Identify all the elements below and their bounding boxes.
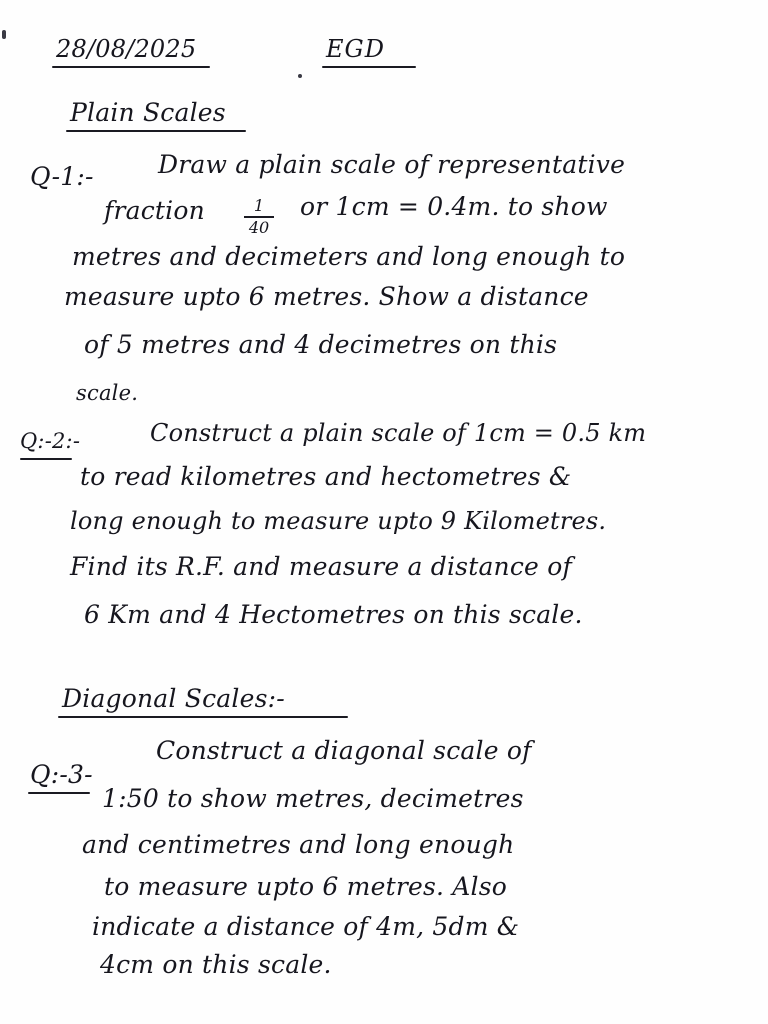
question-label-q1: Q-1:- [30,162,94,191]
q2-line-4: Find its R.F. and measure a distance of [70,552,572,581]
q3-line-3: and centimetres and long enough [82,830,515,859]
subject-underline [322,66,416,68]
q1-line-4: measure upto 6 metres. Show a distance [64,282,589,311]
q3-line-1: Construct a diagonal scale of [156,736,532,765]
q2-line-1: Construct a plain scale of 1cm = 0.5 km [150,419,647,447]
section-heading-plain-scales: Plain Scales [70,98,226,127]
q3-line-2: 1:50 to show metres, decimetres [102,784,524,813]
q3-line-6: 4cm on this scale. [100,950,332,979]
q2-line-5: 6 Km and 4 Hectometres on this scale. [84,600,583,629]
q3-label-underline [28,792,90,794]
q1-fraction [244,198,274,236]
date-text: 28/08/2025 [56,35,197,63]
question-label-q3: Q:-3- [30,760,93,789]
q1-line-1: Draw a plain scale of representative [158,150,626,179]
subject-text: EGD [326,35,385,63]
q3-line-4: to measure upto 6 metres. Also [104,872,508,901]
ink-dot [298,74,302,78]
fraction-numerator: 1 [253,196,265,215]
section-heading-diagonal-scales: Diagonal Scales:- [62,684,285,713]
section-heading-underline [66,130,246,132]
question-label-q2: Q:-2:- [20,429,81,453]
section-heading-underline [58,716,348,718]
q2-line-3: long enough to measure upto 9 Kilometres. [70,507,607,535]
q1-line-2b: or 1cm = 0.4m. to show [300,192,608,221]
q1-line-3: metres and decimeters and long enough to [72,242,626,271]
q1-line-6: scale. [76,381,139,405]
q2-label-underline [20,458,72,460]
margin-mark [2,30,6,39]
date-underline [52,66,210,68]
q3-line-5: indicate a distance of 4m, 5dm & [92,912,520,941]
q1-line-5: of 5 metres and 4 decimetres on this [84,330,558,359]
q2-line-2: to read kilometres and hectometres & [80,462,572,491]
fraction-denominator: 40 [248,218,270,237]
q1-line-2a: fraction [104,196,205,225]
